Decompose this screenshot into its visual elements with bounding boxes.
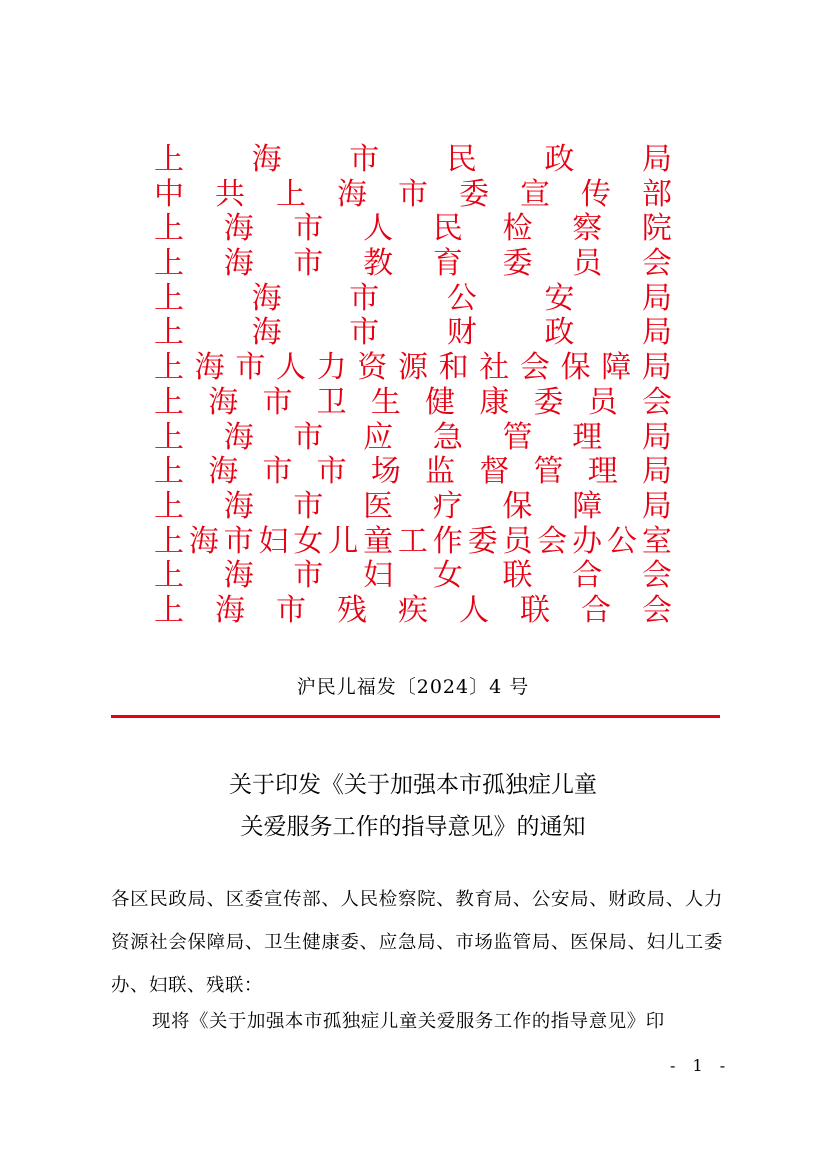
agency-char: 人 (275, 350, 306, 386)
agency-char: 海 (208, 384, 239, 420)
agency-char: 残 (337, 592, 367, 628)
red-separator-line (111, 715, 720, 718)
document-title (0, 764, 826, 848)
agency-char: 源 (397, 350, 428, 386)
agency-char: 局 (641, 142, 672, 177)
agency-char: 市 (293, 488, 324, 524)
agency-char: 合 (572, 558, 603, 594)
agency-char: 健 (425, 384, 456, 420)
agency-char: 会 (641, 384, 672, 420)
agency-char: 上 (154, 384, 184, 420)
agency-char: 上 (154, 280, 184, 316)
agency-name-row (154, 559, 672, 594)
agency-char: 障 (601, 350, 632, 386)
agency-char: 海 (194, 350, 225, 386)
agency-char: 局 (641, 315, 672, 351)
agency-char: 管 (533, 454, 564, 490)
agency-name-row (154, 143, 672, 178)
agency-char: 会 (641, 558, 672, 594)
agency-char: 保 (502, 488, 533, 524)
agency-char: 医 (363, 488, 394, 524)
page-number: - 1 - (670, 1056, 732, 1075)
agency-char: 市 (349, 315, 380, 351)
agency-char: 共 (215, 176, 245, 212)
agency-char: 中 (154, 176, 184, 212)
agency-char: 海 (208, 454, 239, 490)
agency-char: 保 (560, 350, 591, 386)
agency-name-row (154, 455, 672, 490)
agency-char: 上 (154, 315, 184, 351)
agency-char: 上 (154, 211, 184, 247)
agency-name-row (154, 525, 672, 560)
agency-char: 海 (223, 211, 254, 247)
agency-char: 资 (357, 350, 388, 386)
agency-char: 管 (502, 419, 533, 455)
agency-char: 海 (223, 419, 254, 455)
agency-char: 联 (502, 558, 533, 594)
agency-char: 上 (154, 523, 184, 559)
agency-char: 市 (316, 454, 347, 490)
agency-char: 监 (425, 454, 456, 490)
agency-char: 市 (262, 384, 293, 420)
agency-char: 海 (223, 558, 254, 594)
agency-char: 市 (276, 592, 306, 628)
agency-name-row (154, 247, 672, 282)
agency-char: 女 (432, 558, 463, 594)
agency-char: 联 (520, 592, 550, 628)
agency-char: 市 (293, 246, 324, 282)
agency-name-row (154, 316, 672, 351)
title-line-1: 关于印发《关于加强本市孤独症儿童 (229, 772, 597, 798)
agency-char: 康 (479, 384, 510, 420)
agency-char: 民 (432, 211, 463, 247)
agency-char: 会 (519, 350, 550, 386)
agency-name-row (154, 212, 672, 247)
agency-char: 市 (349, 280, 380, 316)
agency-char: 院 (641, 211, 672, 247)
agency-char: 公 (606, 523, 637, 559)
agency-char: 市 (293, 419, 324, 455)
agency-char: 上 (154, 558, 184, 594)
agency-char: 上 (154, 454, 184, 490)
agency-char: 疾 (398, 592, 428, 628)
agency-char: 市 (349, 142, 380, 177)
agency-char: 员 (502, 523, 533, 559)
agency-char: 局 (641, 454, 672, 490)
agency-char: 上 (154, 350, 184, 386)
agency-char: 人 (363, 211, 394, 247)
title-line-2: 关爱服务工作的指导意见》的通知 (240, 814, 586, 840)
agency-char: 海 (251, 315, 282, 351)
agency-char: 部 (642, 176, 672, 212)
agency-name-row (154, 421, 672, 456)
agency-char: 卫 (316, 384, 347, 420)
agency-char: 海 (251, 142, 282, 177)
issuing-agencies-header (154, 143, 672, 629)
agency-char: 场 (370, 454, 401, 490)
agency-char: 工 (397, 523, 428, 559)
recipients-paragraph: 各区民政局、区委宣传部、人民检察院、教育局、公安局、财政局、人力资源社会保障局、卫生健康委、应急局、市场监管局、医保局、妇儿工委办、妇联、残联： (111, 889, 723, 996)
agency-char: 市 (223, 523, 254, 559)
agency-char: 海 (188, 523, 219, 559)
agency-char: 理 (587, 454, 618, 490)
agency-char: 市 (293, 558, 324, 594)
agency-char: 上 (276, 176, 306, 212)
agency-name-row (154, 490, 672, 525)
agency-char: 社 (479, 350, 510, 386)
agency-char: 海 (251, 280, 282, 316)
agency-char: 局 (641, 419, 672, 455)
agency-char: 力 (316, 350, 347, 386)
agency-char: 和 (438, 350, 469, 386)
agency-char: 委 (533, 384, 564, 420)
agency-char: 会 (537, 523, 568, 559)
agency-char: 育 (432, 246, 463, 282)
agency-char: 市 (235, 350, 266, 386)
agency-char: 市 (293, 211, 324, 247)
agency-char: 会 (641, 246, 672, 282)
agency-name-row (154, 282, 672, 317)
agency-char: 上 (154, 488, 184, 524)
agency-char: 上 (154, 246, 184, 282)
agency-char: 委 (459, 176, 489, 212)
document-number: 沪民儿福发〔2024〕4 号 (296, 676, 530, 698)
agency-char: 传 (581, 176, 611, 212)
agency-char: 生 (370, 384, 401, 420)
agency-char: 局 (641, 350, 672, 386)
agency-char: 局 (641, 488, 672, 524)
agency-char: 合 (581, 592, 611, 628)
agency-char: 上 (154, 142, 184, 177)
agency-char: 教 (363, 246, 394, 282)
agency-char: 委 (502, 246, 533, 282)
agency-char: 办 (572, 523, 603, 559)
agency-name-row (154, 594, 672, 629)
agency-char: 人 (459, 592, 489, 628)
agency-char: 公 (446, 280, 477, 316)
agency-char: 障 (572, 488, 603, 524)
agency-char: 检 (502, 211, 533, 247)
agency-char: 财 (446, 315, 477, 351)
agency-name-row (154, 386, 672, 421)
agency-char: 局 (641, 280, 672, 316)
agency-char: 员 (572, 246, 603, 282)
agency-char: 市 (262, 454, 293, 490)
agency-char: 海 (337, 176, 367, 212)
agency-char: 应 (363, 419, 394, 455)
agency-char: 儿 (328, 523, 359, 559)
agency-char: 市 (398, 176, 428, 212)
agency-char: 员 (587, 384, 618, 420)
agency-char: 政 (544, 315, 575, 351)
agency-name-row (154, 178, 672, 213)
agency-char: 童 (363, 523, 394, 559)
agency-char: 疗 (432, 488, 463, 524)
body-paragraph-start: 现将《关于加强本市孤独症儿童关爱服务工作的指导意见》印 (152, 1011, 665, 1032)
agency-char: 作 (432, 523, 463, 559)
agency-char: 安 (544, 280, 575, 316)
agency-char: 海 (223, 246, 254, 282)
agency-char: 政 (544, 142, 575, 177)
agency-char: 民 (446, 142, 477, 177)
agency-char: 妇 (363, 558, 394, 594)
agency-char: 督 (479, 454, 510, 490)
agency-char: 会 (642, 592, 672, 628)
agency-char: 察 (572, 211, 603, 247)
agency-char: 女 (293, 523, 324, 559)
agency-char: 委 (467, 523, 498, 559)
agency-char: 海 (223, 488, 254, 524)
agency-char: 宣 (520, 176, 550, 212)
agency-char: 急 (432, 419, 463, 455)
agency-char: 上 (154, 592, 184, 628)
agency-char: 上 (154, 419, 184, 455)
agency-name-row (154, 351, 672, 386)
agency-char: 妇 (258, 523, 289, 559)
agency-char: 海 (215, 592, 245, 628)
agency-char: 理 (572, 419, 603, 455)
agency-char: 室 (641, 523, 672, 559)
